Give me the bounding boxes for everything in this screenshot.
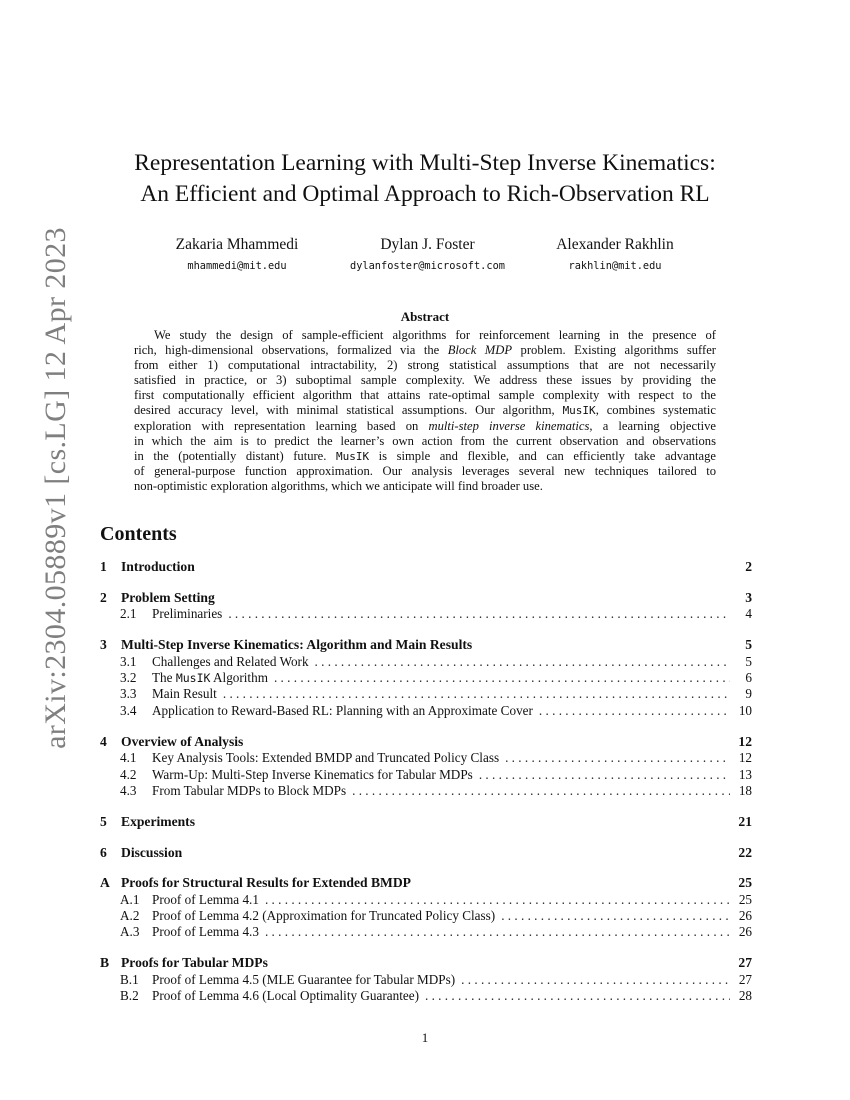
- toc-subsection-link[interactable]: 4.1 Key Analysis Tools: Extended BMDP and Truncated Policy Class . . . 12: [100, 750, 752, 766]
- toc-section-link[interactable]: 3 Multi-Step Inverse Kinematics: Algorithm and Main Results 5: [100, 637, 752, 652]
- author-email: dylanfoster@microsoft.com: [350, 260, 505, 272]
- toc-subsection-link[interactable]: 4.3 From Tabular MDPs to Block MDPs . . . 18: [100, 783, 752, 799]
- toc-section-link[interactable]: 6 Discussion 22: [100, 845, 752, 860]
- abstract-line: satisfied in practice, or 3) suboptimal sample complexity. We address these issues by providing the: [134, 373, 716, 388]
- toc-subsection-link[interactable]: 3.1 Challenges and Related Work . . . 5: [100, 654, 752, 670]
- author-email: rakhlin@mit.edu: [568, 260, 662, 272]
- abstract-line: exploration with representation learning based on multi-step inverse kinematics, a learning objective: [134, 418, 716, 433]
- toc-section-link[interactable]: 1 Introduction 2: [100, 559, 752, 574]
- toc-subsection-link[interactable]: A.3 Proof of Lemma 4.3 . . . 26: [100, 924, 752, 940]
- abstract-line: first computationally efficient algorithm that attains rate-optimal sample complexity with respect to the: [134, 388, 716, 403]
- toc-section-link[interactable]: B Proofs for Tabular MDPs 27: [100, 955, 752, 970]
- toc-subsection-link[interactable]: A.2 Proof of Lemma 4.2 (Approximation for Truncated Policy Class) . . . 26: [100, 908, 752, 924]
- title-line-1: Representation Learning with Multi-Step Inverse Kinematics:: [134, 150, 716, 176]
- toc-section-link[interactable]: 5 Experiments 21: [100, 814, 752, 829]
- toc-section-link[interactable]: A Proofs for Structural Results for Extended BMDP 25: [100, 875, 752, 890]
- toc-section-link[interactable]: 4 Overview of Analysis 12: [100, 734, 752, 749]
- arxiv-identifier-text: arXiv:2304.05889v1 [cs.LG] 12 Apr 2023: [39, 227, 72, 749]
- title-line-2: An Efficient and Optimal Approach to Rich-Observation RL: [140, 181, 710, 207]
- author-name: Zakaria Mhammedi: [175, 236, 299, 253]
- abstract-line: desired accuracy level, with minimal statistical assumptions. Our algorithm, MusIK, combines systematic: [134, 403, 716, 418]
- toc-section-link[interactable]: 2 Problem Setting 3: [100, 590, 752, 605]
- toc-subsection-link[interactable]: A.1 Proof of Lemma 4.1 . . . 25: [100, 892, 752, 908]
- author-name: Alexander Rakhlin: [556, 236, 674, 253]
- toc-subsection-link[interactable]: 3.4 Application to Reward-Based RL: Planning with an Approximate Cover . . . 10: [100, 703, 752, 719]
- toc-subsection-link[interactable]: B.1 Proof of Lemma 4.5 (MLE Guarantee for Tabular MDPs) . . . 27: [100, 972, 752, 988]
- toc-subsection-link[interactable]: 3.2 The MusIK Algorithm . . . 6: [100, 670, 752, 686]
- author-name: Dylan J. Foster: [380, 236, 475, 253]
- abstract-heading: Abstract: [400, 309, 450, 324]
- abstract-line: of general-purpose function approximation. Our analysis leverages several new techniques tailored to: [134, 463, 716, 478]
- abstract-line: non-optimistic exploration algorithms, which we anticipate will find broader use.: [134, 478, 543, 493]
- toc-subsection-link[interactable]: B.2 Proof of Lemma 4.6 (Local Optimality Guarantee) . . . 28: [100, 988, 752, 1004]
- contents-heading: Contents: [100, 523, 177, 545]
- abstract-line: from either 1) computational intractability, 2) strong statistical assumptions that are not necessarily: [134, 358, 716, 373]
- abstract-line: rich, high-dimensional observations, formalized via the Block MDP problem. Existing algorithms suffer: [134, 343, 716, 358]
- abstract-line: in which the aim is to predict the learner’s own action from the current observation and observations: [134, 433, 716, 448]
- abstract-line: in the (potentially distant) future. MusIK is simple and flexible, and can efficiently take advantage: [134, 448, 716, 463]
- author-email: mhammedi@mit.edu: [187, 260, 287, 272]
- abstract-line: We study the design of sample-efficient algorithms for reinforcement learning in the presence of: [154, 328, 716, 342]
- toc-subsection-link[interactable]: 4.2 Warm-Up: Multi-Step Inverse Kinematics for Tabular MDPs . . . 13: [100, 767, 752, 783]
- toc-subsection-link[interactable]: 3.3 Main Result . . . 9: [100, 686, 752, 702]
- toc-subsection-link[interactable]: 2.1 Preliminaries . . . 4: [100, 606, 752, 622]
- page-number: 1: [421, 1030, 429, 1045]
